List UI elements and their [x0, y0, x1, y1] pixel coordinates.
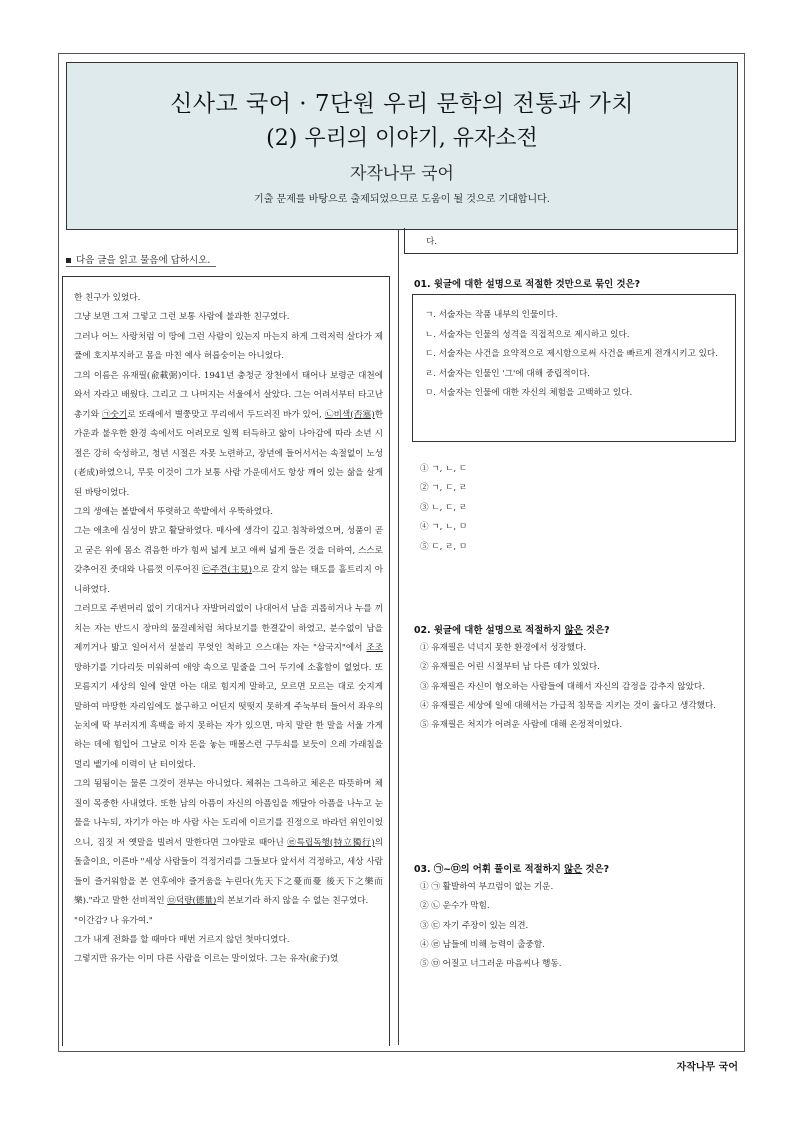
instruction-underline: [66, 266, 216, 267]
underlined-term-e: ㉤덕량(德量): [167, 896, 217, 907]
page-title: 신사고 국어 · 7단원 우리 문학의 전통과 가치: [170, 91, 634, 117]
passage-paragraph: 그렇지만 유가는 이미 다른 사람을 이르는 말이었다. 그는 유자(兪子)였: [74, 954, 339, 965]
choice-3[interactable]: ③ 유재필은 자신이 혐오하는 사람들에 대해서 자신의 감정을 감추지 않았다.: [420, 681, 705, 692]
passage-paragraph: 한 친구가 있었다.: [74, 293, 141, 303]
header-note: 기출 문제를 바탕으로 출제되었으므로 도움이 될 것으로 기대합니다.: [254, 194, 550, 205]
passage-span: 의 본보기라 하지 않을 수 없는 친구였다.: [216, 896, 369, 907]
passage-span: 그의 이름은 유재필(兪載弼)이다. 1941년 충청군 장천에서 태어나 보령군 대천에 와서 자라고 배웠다. 그리고 그 나머지는 서울에서 살았다. 그는 어려서부터 타고난 총기와: [74, 370, 383, 420]
title-emphasis: 않은: [564, 864, 583, 875]
instruction-text: 다음 글을 읽고 물음에 답하시오.: [76, 255, 211, 266]
choice-1[interactable]: ① ㄱ, ㄴ, ㄷ: [420, 464, 468, 474]
title-text: 것은?: [582, 864, 610, 875]
author-name: 자작나무 국어: [350, 164, 454, 184]
choice-3[interactable]: ③ ㄴ, ㄷ, ㄹ: [420, 502, 468, 513]
statement-item: ㄷ. 서술자는 사건을 요약적으로 제시함으로써 사건을 빠르게 전개시키고 있다.: [425, 349, 718, 359]
question-2-choices: [420, 639, 716, 735]
title-emphasis: 않은: [564, 625, 583, 636]
passage-paragraph: [74, 600, 383, 775]
statement-item: ㅁ. 서술자는 인물에 대한 자신의 체험을 고백하고 있다.: [425, 388, 633, 398]
footer-author: 자작나무 국어: [676, 1062, 738, 1073]
passage-paragraph: "이간감? 나 유가여.": [74, 915, 153, 926]
passage-span: 그는 애초에 심성이 밝고 활달하였다. 매사에 생각이 깊고 침착하였으며, 성품이 곧고 굳은 위에 몸소 겪음한 바가 힘써 넓게 보고 애써 넓게 들은 것을 더하여, 스스로 갖추어진 줏대와 나름껏 이루어진: [74, 526, 383, 576]
passage-span: 의 돌출이요, 이른바 "세상 사람들이 걱정거리를 그들보다 앞서서 걱정하고, 세상 사람들이 즐거워함을 본 연후에야 즐거움을 누린다(先天下之憂而憂 後天下之樂而樂)."라고 말한 선비적인: [74, 837, 383, 907]
choice-4[interactable]: ④ ㄱ, ㄴ, ㅁ: [420, 522, 468, 533]
continuation-box: [404, 228, 738, 254]
statement-item: ㄴ. 서술자는 인물의 성격을 직접적으로 제시하고 있다.: [425, 329, 630, 340]
choice-2[interactable]: ② ㉡ 운수가 막힘.: [420, 901, 490, 912]
title-text: 03. ㉠~㉤의 어휘 풀이로 적절하지: [414, 864, 565, 875]
passage-paragraph: 그냥 보면 그저 그렇고 그런 보통 사람에 불과한 친구였다.: [74, 312, 290, 323]
continuation-text: 다.: [426, 237, 438, 247]
title-box: [66, 62, 738, 230]
passage-paragraph: [74, 367, 383, 503]
underlined-term-cao: 조조: [366, 643, 383, 654]
passage-span: 그러므로 주변머리 없이 기대거나 자발머리없이 나대어서 남을 괴롭히거나 누를 끼치는 자는 반드시 장마의 물걸레처럼 쳐다보기를 한결같이 하였고, 분수없이 남을 제끼거나 밟고 일어서서 섣불리 무엇인 척하고 으스대는 자는 "삼국지"에서: [74, 604, 383, 654]
passage-span: 로 또래에서 별쭝맞고 무리에서 두드러진 바가 있어,: [127, 409, 325, 420]
choice-2[interactable]: ② ㄱ, ㄷ, ㄹ: [420, 483, 468, 494]
passage-span: 그의 됨됨이는 물론 그것이 전부는 아니었다. 체취는 그윽하고 체온은 따뜻하며 체질이 목중한 사내였다. 또한 남의 아픔이 자신의 아픔임을 깨달아 아픔을 나누고 눈물을 나누되, 자기가 아는 바 사람 사는 도리에 이르기를 진정으로 바라던 위인이었으니, 짐짓 저 옛말을 빌려서 말한다면 그야말로 때아닌: [74, 779, 383, 848]
choice-1[interactable]: ① ㉠ 활발하여 부끄럼이 없는 기운.: [420, 882, 554, 892]
question-1-statements: [425, 306, 730, 404]
passage-paragraph: 그러나 어느 사랑처럼 이 땅에 그런 사람이 있는지 마는지 하게 그럭저럭 살다가 제풀에 호지부지하고 몸을 마친 예사 허릅숭이는 아니었다.: [74, 331, 383, 362]
choice-4[interactable]: ④ ㉣ 남들에 비해 능력이 출중함.: [420, 939, 545, 950]
choice-2[interactable]: ② 유재필은 어린 시절부터 남 다른 데가 있었다.: [420, 662, 600, 673]
statement-item: ㄱ. 서술자는 작품 내부의 인물이다.: [425, 310, 558, 320]
underlined-term-d: ㉣특립독행(特立獨行): [287, 837, 375, 848]
choice-1[interactable]: ① 유재필은 넉넉지 못한 환경에서 성장했다.: [420, 643, 587, 653]
underlined-term-c: ㉢주견(主見): [202, 565, 253, 576]
passage-paragraph: [74, 522, 383, 600]
underlined-term-a: ㉠숫기: [101, 409, 128, 420]
passage-span: 으로 갈지 않는 태도를 흩트리지 아니하였다.: [74, 565, 383, 595]
underlined-term-b: ㉡비색(否塞): [324, 409, 375, 420]
title-text: 02. 윗글에 대한 설명으로 적절하지: [414, 625, 565, 636]
page-subtitle: (2) 우리의 이야기, 유자소전: [266, 126, 538, 151]
passage-text: [74, 289, 383, 970]
choice-5[interactable]: ⑤ ㄷ, ㄹ, ㅁ: [420, 541, 468, 552]
question-2-title: [414, 622, 610, 636]
column-divider: [398, 230, 399, 1045]
choice-4[interactable]: ④ 유재필은 세상에 일에 대해서는 가급적 침묵을 지키는 것이 옳다고 생각했다.: [420, 700, 716, 711]
passage-paragraph: [74, 775, 383, 911]
square-bullet-icon: [66, 258, 71, 263]
passage-span: 망하기를 기다리듯 미워하여 애양 속으로 밑줄을 그어 두기에 소홀함이 없었다. 또 모름지기 세상의 일에 알면 아는 대로 힘지게 말하고, 모르면 모르는 대로 숫지게 말하여 마땅한 자리임에도 불구하고 어딘지 떳떳지 못하게 주눅부터 들어서 좌우의 눈치에 딱 부러지게 흑백을 하지 못하는 자가 있으면, 마치 말란 한 말을 서울 가게 하는 데에 힘입어 그날로 이자 돈을 놓는 매몰스런 구두쇠를 보듯이 으레 가래침을 멀리 뱉기에 이력이 난 터이었다.: [74, 662, 383, 770]
instruction: [66, 252, 210, 266]
question-1-choices: [420, 460, 467, 557]
choice-5[interactable]: ⑤ 유재필은 처지가 어려운 사람에 대해 온정적이었다.: [420, 720, 623, 731]
title-text: 것은?: [582, 625, 610, 636]
choice-5[interactable]: ⑤ ㉤ 어질고 너그러운 마음씨나 행동.: [420, 959, 562, 970]
question-3-title: [414, 861, 609, 875]
passage-paragraph: 그의 생애는 볼밭에서 뚜렷하고 쑥밭에서 우뚝하였다.: [74, 506, 274, 517]
passage-paragraph: 그가 내게 전화를 할 때마다 매번 거르지 않던 첫마디였다.: [74, 934, 290, 945]
choice-3[interactable]: ③ ㉢ 자기 주장이 있는 의견.: [420, 920, 529, 931]
statement-item: ㄹ. 서술자는 인물인 '그'에 대해 중립적이다.: [425, 368, 590, 379]
question-3-choices: [420, 878, 562, 974]
passage-span: 한 가운과 불우한 환경 속에서도 어려모로 일찍 터득하고 앎이 나아감에 따라 소년 시절은 강히 숙성하고, 청년 시절은 자못 노련하고, 장년에 들어서서는 속절없이 노성(老成)하였으니, 무릇 이것이 그가 보통 사람 가운데서도 항상 깨어 있는 삶을 살게 된 바탕이었다.: [74, 409, 384, 498]
question-1-title: 01. 윗글에 대한 설명으로 적절한 것만으로 묶인 것은?: [414, 279, 641, 290]
